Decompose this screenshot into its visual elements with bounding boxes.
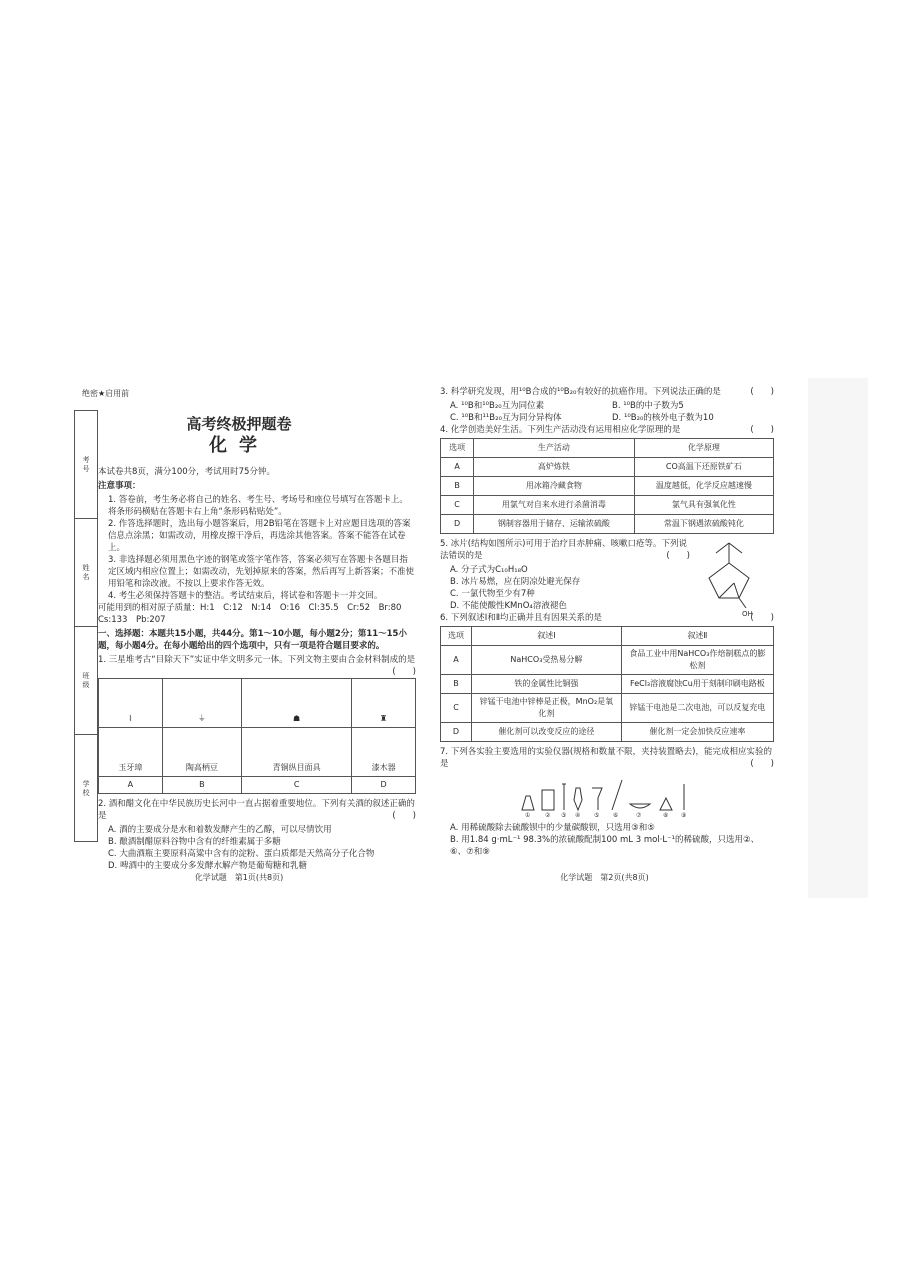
artifact-name-a: 玉牙璋 (99, 728, 163, 777)
note-2: 2. 作答选择题时，选出每小题答案后，用2B铅笔在答题卡上对应题目选项的答案信息点涂黑；如需改动，用橡皮擦干净后，再选涂其他答案。答案不能答在试卷上。 (108, 519, 411, 553)
page-footer-right: 化学试题 第2页(共8页) (560, 873, 649, 882)
subject-title: 化学 (209, 435, 269, 456)
q4-table (440, 438, 774, 534)
glass-label-1: ① (525, 812, 531, 818)
q1-artifact-table (98, 678, 416, 794)
notes-title: 注意事项： (98, 481, 141, 491)
oh-label: OH (742, 610, 753, 618)
glass-label-6: ⑥ (613, 812, 619, 818)
question-5: 5. 冰片(结构如图所示)可用于治疗目赤肿痛、咳嗽口疮等。下列说法错误的是 ( ) (440, 539, 690, 561)
q6-table (440, 626, 774, 742)
binding-label-2: 姓名 (82, 563, 90, 582)
table-row: C 锌锰干电池中锌棒是正极，MnO₂是氧化剂 锌锰干电池是二次电池，可以反复充电 (441, 694, 774, 723)
option-b: B (162, 777, 241, 794)
q2-option-a: A. 酒的主要成分是水和着数发酵产生的乙醇，可以尽情饮用 (108, 825, 332, 835)
option-c: C (242, 777, 352, 794)
table-row: D 催化剂可以改变反应的途径 催化剂一定会加快反应速率 (441, 723, 774, 742)
q4-header-option: 选项 (441, 439, 474, 458)
binding-label-1: 考号 (82, 455, 90, 474)
table-row: A 高炉炼铁 CO高温下还原铁矿石 (441, 458, 774, 477)
q2-option-d: D. 啤酒中的主要成分多发酵水解产物是葡萄糖和乳糖 (108, 861, 307, 871)
binding-label-3: 班级 (82, 671, 90, 690)
glassware-diagram (512, 774, 702, 818)
question-1: 1. 三星堆考古“目除天下”实证中华文明多元一体。下列文物主要由合金材料制成的是 ( ) (98, 655, 416, 677)
artifact-name-b: 陶高柄豆 (162, 728, 241, 777)
q2-option-c: C. 大曲酒瓶主要原料高粱中含有的淀粉、蛋白质都是天然高分子化合物 (108, 849, 375, 859)
q5-option-b: B. 冰片易燃，应在阴凉处避光保存 (450, 577, 581, 587)
table-row: B 铁的金属性比铜强 FeCl₃溶液腐蚀Cu用于刻制印刷电路板 (441, 675, 774, 694)
q6-header-statement-1: 叙述Ⅰ (472, 627, 622, 646)
note-3: 3. 非选择题必须用黑色字迹的钢笔或签字笔作答，答案必须写在答题卡各题目指定区域内相应位置上；如需改动，先划掉原来的答案，然后再写上新答案；不准使用铅笔和涂改液。不按以上要求作答无效。 (108, 555, 415, 589)
question-3: 3. 科学研究发现，用¹⁰B合成的¹⁰B₂₀有较好的抗癌作用。下列说法正确的是 ( ) (440, 387, 774, 397)
glass-label-2: ② (545, 812, 551, 818)
option-d: D (352, 777, 416, 794)
artifact-name-c: 青铜纵目面具 (242, 728, 352, 777)
artifact-jade-zhang: ⌇ (99, 679, 163, 728)
artifact-pottery-dou: ⏚ (162, 679, 241, 728)
q4-header-activity: 生产活动 (474, 439, 635, 458)
exam-title: 高考终极押题卷 (186, 415, 292, 433)
artifact-bronze-mask: ☗ (242, 679, 352, 728)
glass-label-9: ⑨ (681, 812, 687, 818)
q2-option-b: B. 酿酒制醋原料谷物中含有的纤维素属于多糖 (108, 837, 281, 847)
table-row: C 用氯气对自来水进行杀菌消毒 氯气具有强氧化性 (441, 496, 774, 515)
scan-shadow-strip (808, 378, 868, 898)
note-1: 1. 答卷前，考生务必将自己的姓名、考生号、考场号和座位号填写在答题卡上。将条形码横贴在答题卡右上角“条形码粘贴处”。 (108, 495, 408, 517)
q7-option-a: A. 用稀硫酸除去硫酸钡中的少量碳酸钡，只选用③和⑤ (450, 823, 655, 833)
instructions (98, 466, 416, 872)
q3-option-d: D. ¹⁰B₂₀的核外电子数为10 (612, 413, 714, 423)
right-page (432, 378, 777, 898)
q5-option-c: C. 一氯代物至少有7种 (450, 589, 535, 599)
q7-option-b: B. 用1.84 g·mL⁻¹ 98.3%的浓硫酸配制100 mL 3 mol·L⁻¹的稀硫酸，只选用②、⑥、⑦和⑨ (450, 835, 760, 857)
q5-option-a: A. 分子式为C₁₀H₁₈O (450, 565, 528, 575)
question-2: 2. 酒和醋文化在中华民族历史长河中一直占据着重要地位。下列有关酒的叙述正确的是 ( ) (98, 799, 416, 821)
q3-option-b: B. ¹⁰B的中子数为5 (612, 401, 684, 411)
atomic-masses: 可能用到的相对原子质量：H:1 C:12 N:14 O:16 Cl:35.5 Cr:52 Br:80 Cs:133 Pb:207 (98, 603, 410, 625)
q6-header-statement-2: 叙述Ⅱ (621, 627, 773, 646)
q3-option-a: A. ¹⁰B和¹⁰B₂₀互为同位素 (450, 401, 545, 411)
glass-label-3: ③ (561, 812, 567, 818)
artifact-lacquer-ware: ♜ (352, 679, 416, 728)
table-row: A NaHCO₃受热易分解 食品工业中用NaHCO₃作焙制糕点的膨松剂 (441, 646, 774, 675)
q6-header-option: 选项 (441, 627, 472, 646)
table-row: D 钢制容器用于储存、运输浓硫酸 常温下钢遇浓硫酸钝化 (441, 515, 774, 534)
q3-option-c: C. ¹⁰B和¹¹B₂₀互为同分异构体 (450, 413, 562, 423)
q5-option-d: D. 不能使酸性KMnO₄溶液褪色 (450, 601, 567, 611)
scanned-spread (22, 378, 892, 898)
question-6: 6. 下列叙述Ⅰ和Ⅱ均正确并且有因果关系的是 ( ) (440, 613, 774, 623)
page-footer-left: 化学试题 第1页(共8页) (194, 873, 284, 882)
q4-header-principle: 化学原理 (634, 439, 773, 458)
note-4: 4. 考生必须保持答题卡的整洁。考试结束后，将试卷和答题卡一并交回。 (108, 591, 383, 601)
exam-info: 本试卷共8页，满分100分，考试用时75分钟。 (98, 467, 275, 477)
option-a: A (99, 777, 163, 794)
question-4: 4. 化学创造美好生活。下列生产活动没有运用相应化学原理的是 ( ) (440, 425, 774, 435)
left-page (62, 378, 416, 898)
glass-label-4: ④ (575, 812, 581, 818)
binding-margin (74, 410, 98, 842)
table-row: B 用冰箱冷藏食物 温度越低，化学反应越速慢 (441, 477, 774, 496)
glass-label-5: ⑤ (594, 812, 600, 818)
borneol-structure-diagram (694, 538, 764, 618)
glass-label-8: ⑧ (663, 812, 669, 818)
binding-label-4: 学校 (82, 779, 90, 798)
glass-label-7: ⑦ (636, 812, 642, 818)
question-7: 7. 下列各实验主要选用的实验仪器(规格和数量不限，夹持装置略去)，能完成相应实验的是 ( ) (440, 747, 774, 769)
section-heading: 一、选择题：本题共15小题，共44分。第1～10小题，每小题2分；第11～15小题，每小题4分。在每小题给出的四个选项中，只有一项是符合题目要求的。 (98, 629, 407, 651)
secret-label: 绝密★启用前 (82, 389, 130, 398)
artifact-name-d: 漆木器 (352, 728, 416, 777)
